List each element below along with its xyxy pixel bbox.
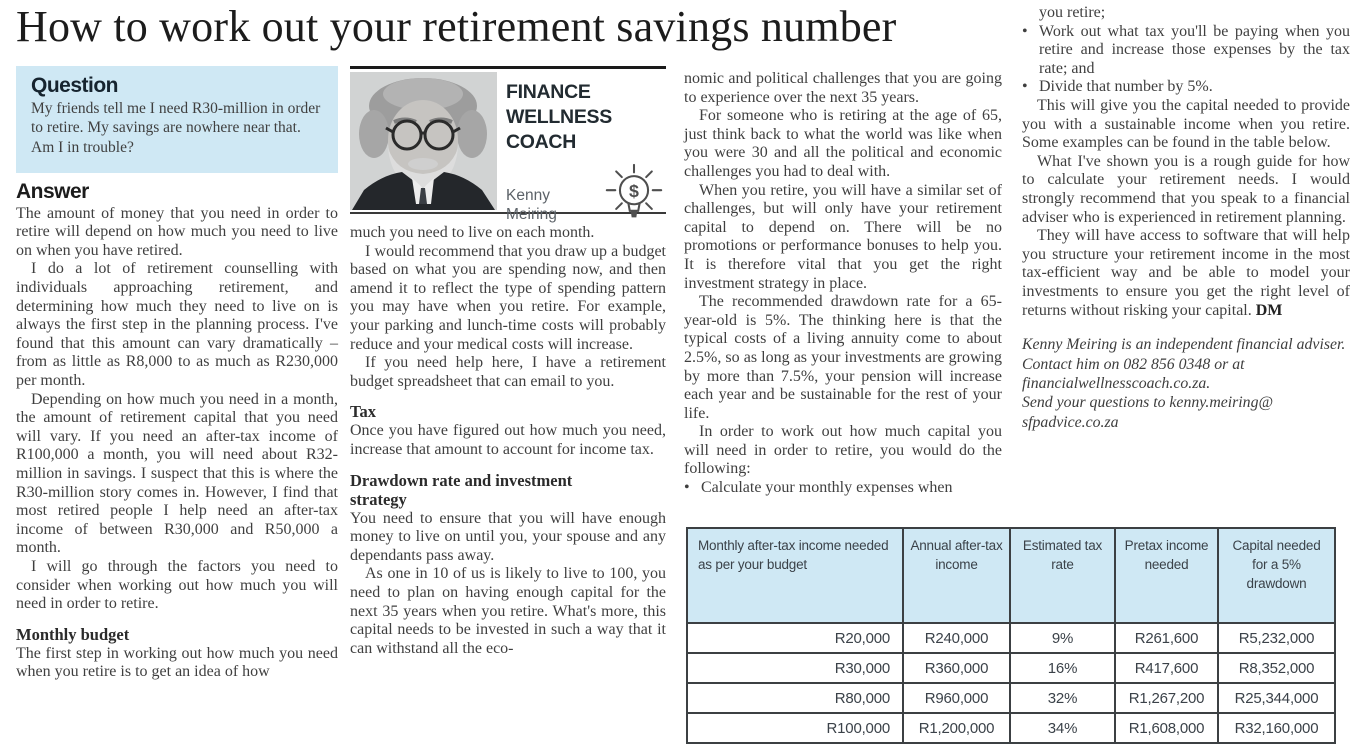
contact-line: Kenny Meiring is an independent financial adviser. Contact him on 082 856 0348 or at financialwellnesscoach.co.za. bbox=[1022, 336, 1346, 392]
paragraph: I would recommend that you draw up a budget based on what you are spending now, and then amend it to reflect the type of spending pattern you may have when you retire. For example, your parking and lunch-time costs will probably reduce and your medical costs will increase. bbox=[350, 242, 666, 353]
author-last-name: Meiring bbox=[506, 206, 557, 223]
paragraph: The recommended drawdown rate for a 65-year-old is 5%. The thinking here is that the typical costs of a living annuity come to about 2.5%, so as long as your investments are growing by more than 7.5%, your pension will increase each year and be sustainable for the rest of your life. bbox=[684, 293, 1002, 422]
table-row bbox=[687, 623, 1335, 653]
subhead-tax: Tax bbox=[350, 402, 376, 422]
table-cell: 9% bbox=[1010, 623, 1115, 653]
table-cell: R960,000 bbox=[903, 683, 1010, 713]
table-cell: R360,000 bbox=[903, 653, 1010, 683]
table-cell: R1,608,000 bbox=[1115, 713, 1218, 743]
bullet-continuation: you retire; bbox=[1039, 4, 1106, 21]
byline-text-area bbox=[506, 72, 666, 223]
paragraph: The amount of money that you need in order to retire will depend on how much you need to live on when you have retired. bbox=[16, 204, 338, 259]
article-headline: How to work out your retirement savings number bbox=[16, 2, 897, 51]
svg-text:$: $ bbox=[629, 180, 639, 201]
table-cell: R100,000 bbox=[687, 713, 903, 743]
question-box bbox=[16, 66, 338, 173]
table-header-row bbox=[687, 528, 1335, 623]
article-column-4 bbox=[1022, 4, 1350, 432]
subhead-monthly-budget: Monthly budget bbox=[16, 624, 130, 644]
question-title: Question bbox=[31, 74, 119, 97]
bullet-text: Work out what tax you'll be paying when you retire and increase those expenses by the tax rate; and bbox=[1039, 22, 1350, 77]
byline-label bbox=[506, 80, 666, 155]
byline-label-line: WELLNESS bbox=[506, 106, 612, 128]
column-header: Annual after-tax income bbox=[903, 528, 1010, 623]
paragraph: Once you have figured out how much you need, increase that amount to account for income tax. bbox=[350, 422, 666, 458]
table-cell: R32,160,000 bbox=[1218, 713, 1335, 743]
table-cell: R1,200,000 bbox=[903, 713, 1010, 743]
table-cell: R240,000 bbox=[903, 623, 1010, 653]
paragraph: You need to ensure that you will have enough money to live on until you, your spouse and any dependants pass away. bbox=[350, 509, 666, 564]
table-cell: R30,000 bbox=[687, 653, 903, 683]
table-cell: R20,000 bbox=[687, 623, 903, 653]
table-cell: R261,600 bbox=[1115, 623, 1218, 653]
contact-line: Send your questions to kenny.meiring@ bbox=[1022, 394, 1274, 412]
bullet-icon: • bbox=[1022, 78, 1028, 96]
table-cell: 34% bbox=[1010, 713, 1115, 743]
author-photo bbox=[350, 72, 497, 210]
bullet-text: Divide that number by 5%. bbox=[1039, 78, 1213, 96]
portrait-of-kenny-meiring bbox=[350, 72, 497, 210]
retirement-capital-table bbox=[686, 527, 1336, 744]
column-header: Monthly after-tax income needed as per your budget bbox=[687, 528, 903, 623]
table-row bbox=[687, 653, 1335, 683]
table-row bbox=[687, 683, 1335, 713]
table-cell: R8,352,000 bbox=[1218, 653, 1335, 683]
paragraph: If you need help here, I have a retirement budget spreadsheet that can email to you. bbox=[350, 354, 666, 390]
bullet-item bbox=[1022, 23, 1350, 79]
answer-title: Answer bbox=[16, 180, 89, 204]
paragraph: What I've shown you is a rough guide for how to calculate your retirement needs. I would strongly recommend that you speak to a financial adviser who is experienced in retirement planning. bbox=[1022, 152, 1350, 226]
article-column-3 bbox=[684, 70, 1002, 498]
bullet-item bbox=[1022, 78, 1350, 97]
table-cell: R1,267,200 bbox=[1115, 683, 1218, 713]
byline-label-line: COACH bbox=[506, 131, 576, 153]
contact-line: sfpadvice.co.za bbox=[1022, 413, 1119, 431]
bullet-text: Calculate your monthly expenses when bbox=[701, 479, 953, 497]
table-cell: 32% bbox=[1010, 683, 1115, 713]
table-cell: R5,232,000 bbox=[1218, 623, 1335, 653]
paragraph bbox=[1022, 227, 1350, 320]
paragraph-text: They will have access to software that will help you structure your retirement income in the most tax-efficient way and be able to model your investments to ensure you get the right level of returns without risking your capital. bbox=[1022, 227, 1350, 319]
bullet-icon: • bbox=[1022, 22, 1028, 40]
paragraph: much you need to live on each month. bbox=[350, 224, 595, 241]
table-row bbox=[687, 713, 1335, 743]
byline-block bbox=[350, 66, 666, 223]
paragraph: When you retire, you will have a similar set of challenges, but will only have your retirement capital to depend on. There will be no promotions or performance bonuses to help you. It is therefore vital that you get the right investment strategy in place. bbox=[684, 181, 1002, 292]
paragraph: I do a lot of retirement counselling with individuals approaching retirement, and determining how much they need to live on is always the first step in the planning process. I've found that this amount can vary dramatically – from as little as R8,000 to as much as R230,000 per month. bbox=[16, 260, 338, 390]
paragraph: I will go through the factors you need to consider when working out how much you will need in order to retire. bbox=[16, 557, 338, 613]
column-header: Estimated tax rate bbox=[1010, 528, 1115, 623]
author-contact-info bbox=[1022, 335, 1350, 432]
question-body: My friends tell me I need R30-million in order to retire. My savings are nowhere near that. Am I in trouble? bbox=[31, 99, 321, 156]
publication-sign-off: DM bbox=[1255, 301, 1283, 319]
author-first-name: Kenny bbox=[506, 187, 550, 204]
article-column-2 bbox=[350, 66, 666, 658]
table-cell: R25,344,000 bbox=[1218, 683, 1335, 713]
column-header: Capital needed for a 5% drawdown bbox=[1218, 528, 1335, 623]
paragraph: The first step in working out how much you need when you retire is to get an idea of how bbox=[16, 644, 338, 681]
paragraph: nomic and political challenges that you are going to experience over the next 35 years. bbox=[684, 70, 1002, 106]
byline-bottom-row bbox=[506, 162, 666, 224]
bullet-icon: • bbox=[684, 479, 690, 497]
paragraph: Depending on how much you need in a month, the amount of retirement capital that you need will vary. If you need an after-tax income of R100,000 a month, you will need about R32-million in savings. I suspect that this is where the R30-million story comes in. However, I find that most retired people I help need an after-tax income of between R30,000 and R50,000 a month. bbox=[16, 390, 338, 557]
subhead-drawdown-strategy: Drawdown rate and investment strategy bbox=[350, 470, 573, 509]
table-cell: R417,600 bbox=[1115, 653, 1218, 683]
lightbulb-dollar-icon bbox=[604, 162, 664, 224]
table-cell: R80,000 bbox=[687, 683, 903, 713]
article-column-1 bbox=[16, 66, 338, 682]
table-cell: 16% bbox=[1010, 653, 1115, 683]
bullet-item bbox=[684, 479, 1002, 498]
paragraph: In order to work out how much capital you will need in order to retire, you would do the following: bbox=[684, 423, 1002, 478]
author-name bbox=[506, 186, 557, 224]
paragraph: This will give you the capital needed to provide you with a sustainable income when you retire. Some examples can be found in the table below. bbox=[1022, 96, 1350, 152]
column-header: Pretax income needed bbox=[1115, 528, 1218, 623]
paragraph: For someone who is retiring at the age of 65, just think back to what the world was like when you were 30 and all the political and economic challenges you had to deal with. bbox=[684, 107, 1002, 180]
paragraph: As one in 10 of us is likely to live to 100, you need to plan on having enough capital for the next 35 years when you retire. What's more, this capital needs to be invested in such a way that it can withstand all the eco- bbox=[350, 565, 666, 657]
byline-label-line: FINANCE bbox=[506, 81, 591, 103]
